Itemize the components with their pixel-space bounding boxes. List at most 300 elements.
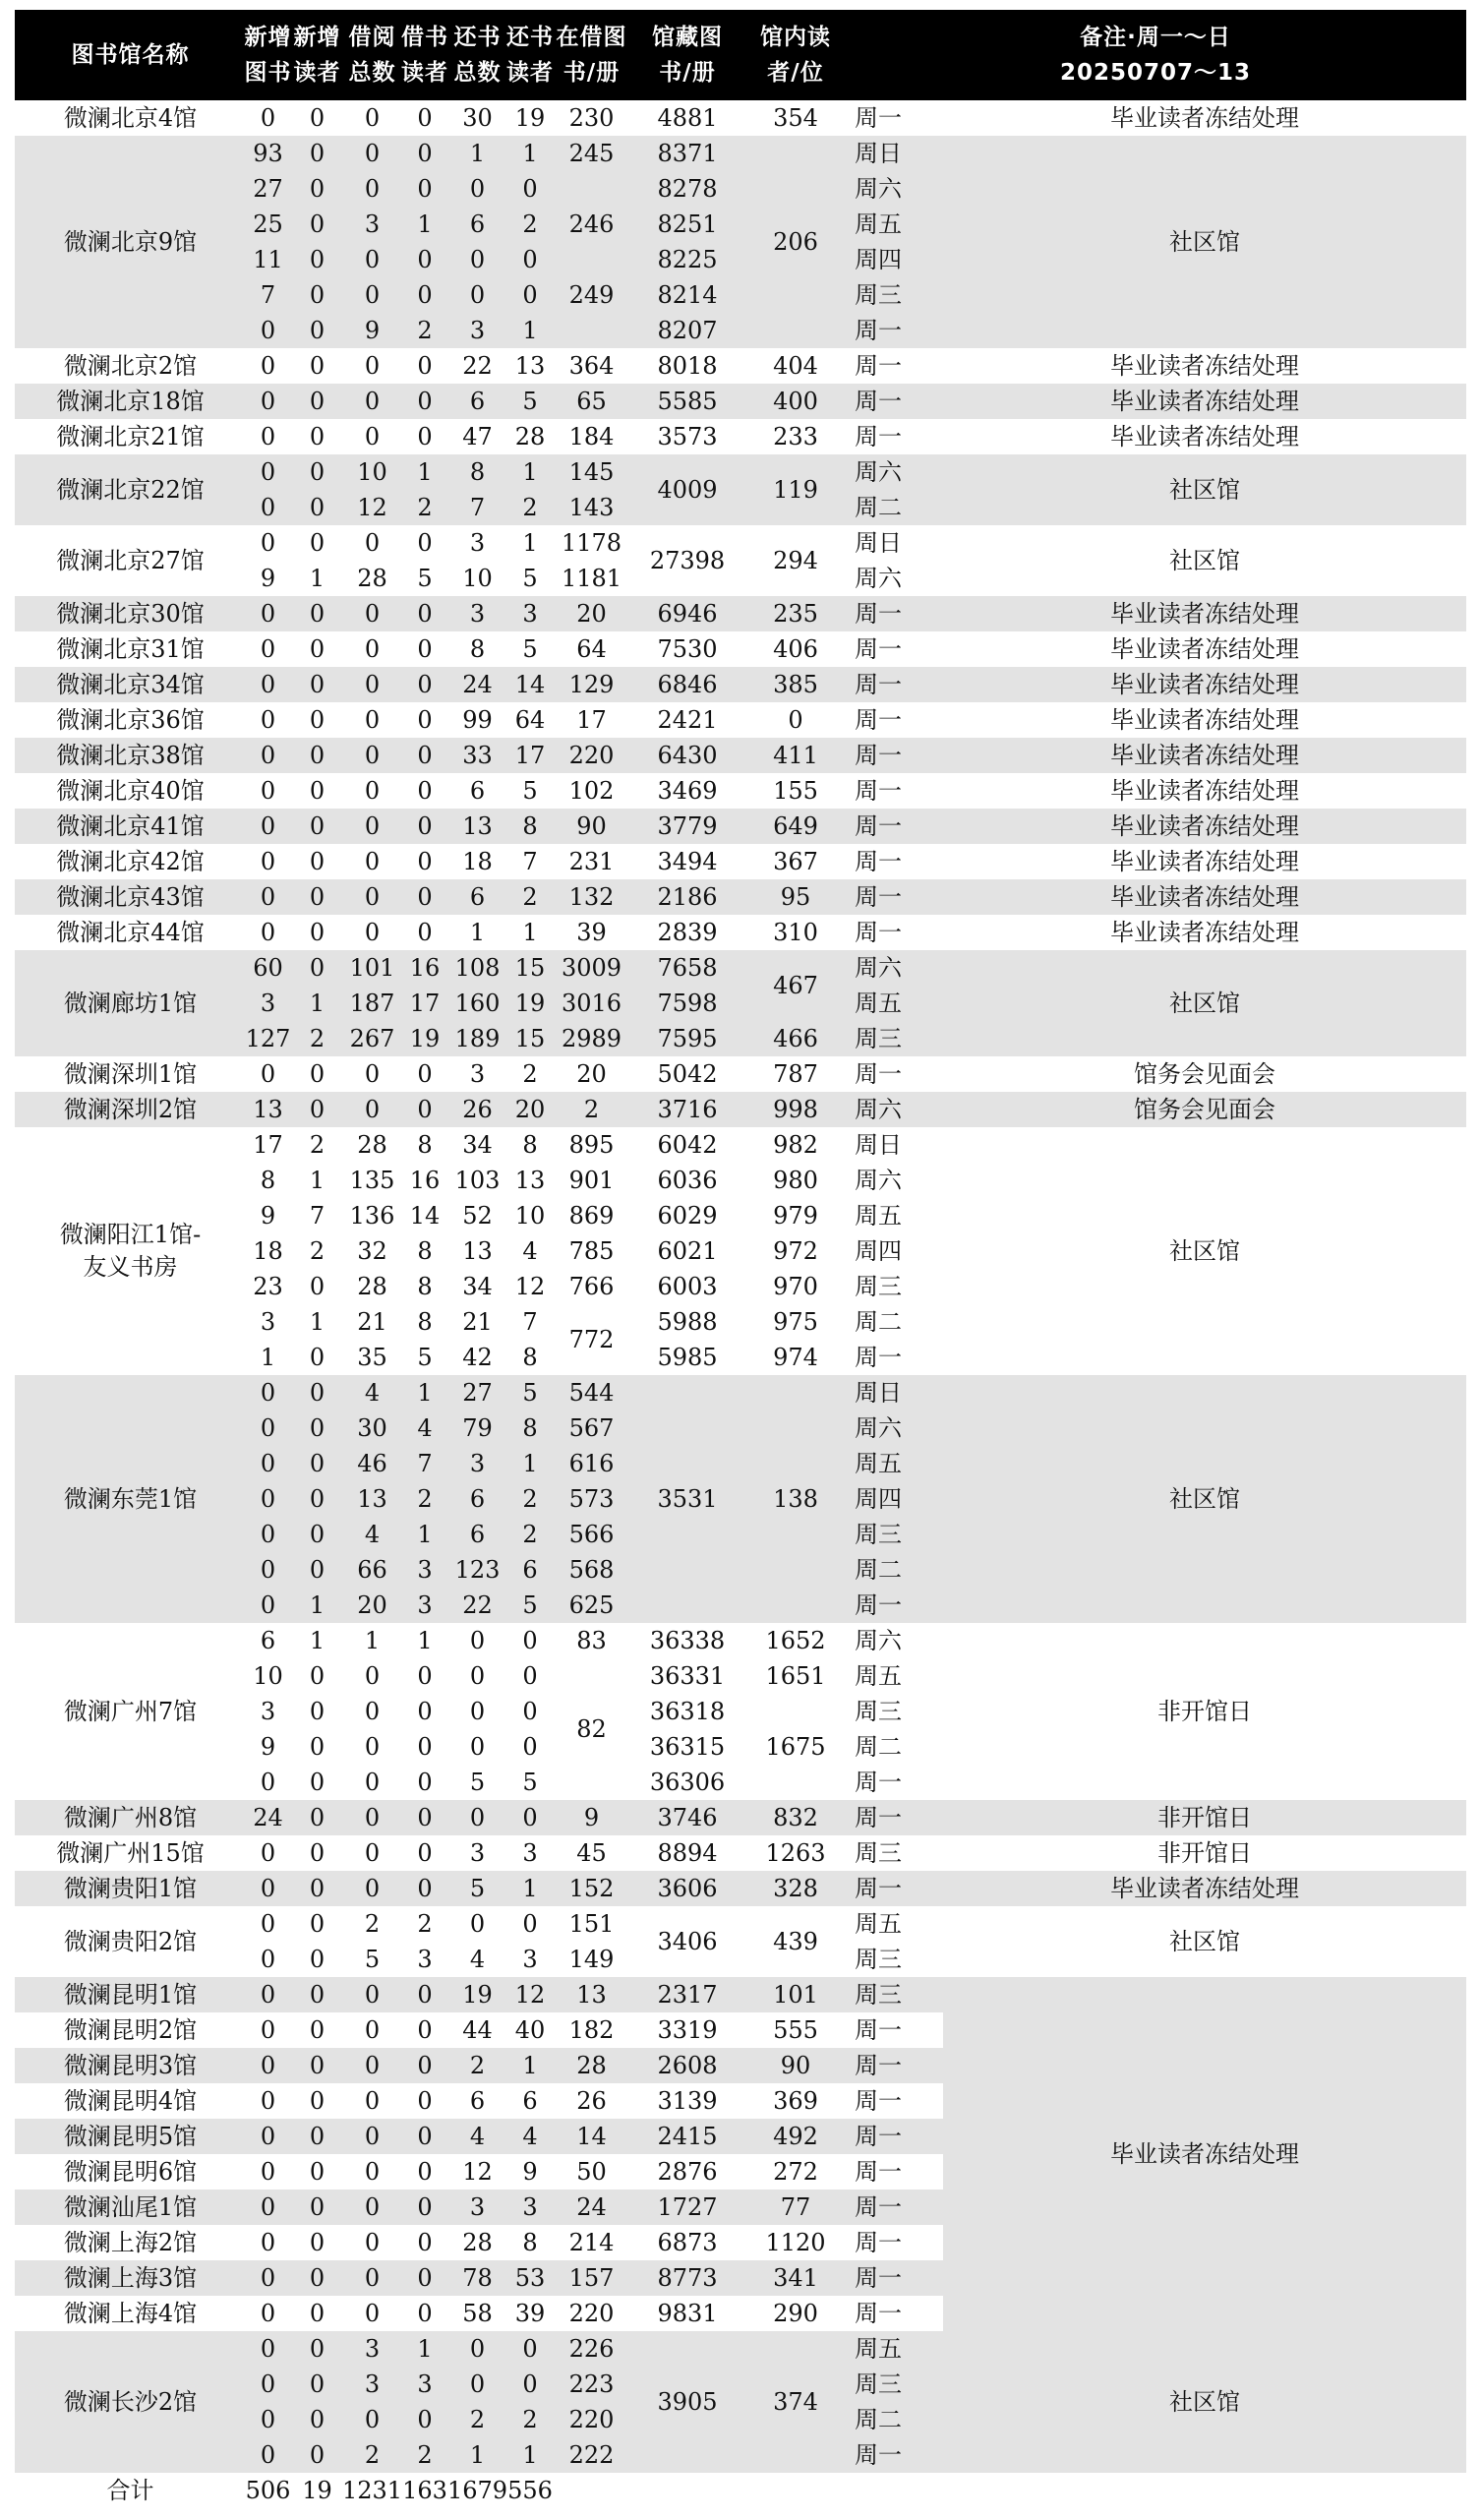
remark-cell: 非开馆日 [1157,1838,1252,1867]
data-cell: 3573 [657,422,718,450]
data-cell: 0 [260,1555,276,1584]
data-cell: 20 [357,1590,387,1619]
data-cell: 8 [260,1166,276,1194]
data-cell: 0 [522,1661,538,1690]
data-cell: 0 [309,422,326,450]
data-cell: 2 [583,1095,600,1123]
data-cell: 3 [522,599,538,628]
data-cell: 0 [309,1413,326,1442]
library-name [15,773,246,809]
library-name [15,384,246,419]
data-cell: 6430 [657,741,718,769]
data-cell: 3779 [657,811,718,840]
data-cell: 21 [462,1307,493,1336]
data-cell: 136 [349,1201,395,1230]
remark-cell: 非开馆日 [1157,1697,1252,1725]
data-cell: 0 [260,528,276,557]
data-cell: 1727 [657,2192,718,2221]
data-cell: 1651 [765,1661,826,1690]
remark-cell: 馆务会见面会 [1134,1095,1275,1123]
data-cell: 3 [469,316,486,344]
library-name-part: 微澜北京2馆 [63,351,198,380]
data-cell: 6 [260,1626,276,1654]
data-cell: 3 [260,1307,276,1336]
data-cell: 18 [253,1236,283,1265]
data-cell: 649 [773,811,818,840]
data-cell: 0 [260,2405,276,2433]
data-cell: 1 [309,1626,326,1654]
data-cell: 30 [357,1413,387,1442]
data-cell: 0 [260,2051,276,2079]
data-cell: 0 [260,1378,276,1407]
data-cell: 2 [309,1130,326,1159]
data-cell: 0 [417,245,433,273]
weekday-cell: 周一 [855,776,902,805]
data-cell: 0 [417,2157,433,2186]
data-cell: 7 [522,847,538,875]
library-name: 微澜上海4馆 [63,2299,198,2327]
data-cell: 0 [364,528,381,557]
total-cell: 19 [302,2476,332,2504]
data-cell: 45 [576,1838,607,1867]
header-col-line2: 者/位 [767,60,824,86]
data-cell: 0 [309,1555,326,1584]
weekday-cell: 周一 [855,1590,902,1619]
data-cell: 90 [576,811,607,840]
library-name [15,1906,246,1977]
weekday-cell: 周三 [855,2370,902,2398]
header-col-6 [505,10,555,100]
merged-cell: 294 [773,546,818,574]
weekday-cell: 周六 [855,174,902,203]
data-cell: 0 [364,2015,381,2044]
data-cell: 3 [364,2370,381,2398]
data-cell: 65 [576,387,607,415]
data-cell: 2 [417,1909,433,1938]
data-cell: 0 [364,103,381,132]
data-cell: 13 [514,351,546,380]
data-cell: 787 [773,1059,818,1088]
data-cell: 0 [309,1449,326,1477]
data-cell: 625 [568,1590,615,1619]
data-cell: 3 [417,1590,433,1619]
data-cell: 2 [309,1236,326,1265]
data-cell: 0 [364,280,381,309]
data-cell: 95 [780,882,811,911]
data-cell: 0 [309,174,326,203]
data-cell: 21 [357,1307,387,1336]
data-cell: 245 [568,139,615,167]
data-cell: 249 [568,280,615,309]
data-cell: 0 [469,174,486,203]
data-cell: 8 [469,634,486,663]
data-cell: 411 [773,741,818,769]
library-name: 微澜昆明3馆 [63,2051,198,2079]
data-cell: 53 [514,2263,546,2292]
data-cell: 3 [469,1449,486,1477]
library-name-part: 微澜北京30馆 [56,599,205,628]
data-cell: 1 [309,564,326,592]
data-cell: 0 [309,2051,326,2079]
remark-cell: 社区馆 [1169,1927,1240,1955]
remark-cell: 毕业读者冻结处理 [1110,599,1299,628]
data-cell: 7 [469,493,486,521]
data-cell: 78 [462,2263,493,2292]
data-cell: 24 [253,1803,283,1831]
data-cell: 567 [568,1413,615,1442]
library-name-part: 友义书房 [83,1253,178,1281]
library-name-part: 微澜廊坊1馆 [63,989,198,1017]
remark-cell: 社区馆 [1169,989,1240,1017]
data-cell: 189 [454,1024,501,1052]
data-cell: 0 [522,280,538,309]
data-cell: 0 [417,882,433,911]
data-cell: 970 [773,1272,818,1300]
data-cell: 766 [568,1272,615,1300]
data-cell: 5 [417,1343,433,1371]
weekday-cell: 周一 [855,670,902,698]
data-cell: 0 [309,280,326,309]
data-cell: 0 [309,316,326,344]
library-name [15,702,246,738]
data-cell: 0 [309,1697,326,1725]
library-name [15,419,246,454]
data-cell: 5 [522,564,538,592]
data-cell: 901 [568,1166,615,1194]
header-remark [845,10,1466,100]
data-cell: 0 [364,811,381,840]
data-cell: 2989 [561,1024,622,1052]
library-name [15,631,246,667]
remark-cell: 社区馆 [1169,546,1240,574]
data-cell: 0 [309,1520,326,1548]
data-cell: 0 [417,2405,433,2433]
data-cell: 5 [417,564,433,592]
library-name: 微澜上海3馆 [63,2263,198,2292]
weekday-cell: 周一 [855,2192,902,2221]
data-cell: 151 [568,1909,615,1938]
data-cell: 0 [309,599,326,628]
data-cell: 0 [260,493,276,521]
header-remark-line2: 20250707～13 [1059,60,1252,86]
data-cell: 19 [514,989,546,1017]
weekday-cell: 周一 [855,103,902,132]
weekday-cell: 周二 [855,1732,902,1761]
data-cell: 5585 [657,387,718,415]
library-name [15,1127,246,1375]
data-cell: 9 [260,1201,276,1230]
data-cell: 9 [260,1732,276,1761]
data-cell: 0 [309,103,326,132]
header-col-2 [290,10,344,100]
library-name [15,950,246,1056]
header-col-line2: 读者 [506,60,554,86]
library-name [15,1056,246,1092]
data-cell: 101 [349,953,395,982]
weekday-cell: 周一 [855,316,902,344]
library-name-part: 微澜北京34馆 [56,670,205,698]
weekday-cell: 周一 [855,741,902,769]
data-cell: 0 [364,1768,381,1796]
data-cell: 975 [773,1307,818,1336]
header-col-line2: 读者 [401,60,448,86]
library-name-part: 微澜北京27馆 [56,546,205,574]
data-cell: 102 [568,776,615,805]
data-cell: 369 [773,2086,818,2115]
data-cell: 0 [309,953,326,982]
data-cell: 0 [260,2192,276,2221]
total-cell: 556 [507,2476,553,2504]
library-name-part: 微澜广州7馆 [63,1697,198,1725]
library-name [15,809,246,844]
library-name-part: 微澜北京31馆 [56,634,205,663]
data-cell: 7530 [657,634,718,663]
data-cell: 0 [417,1095,433,1123]
remark-cell: 非开馆日 [1157,1803,1252,1831]
data-cell: 5 [522,1378,538,1407]
data-cell: 8 [522,811,538,840]
remark-cell: 社区馆 [1169,227,1240,256]
data-cell: 7 [417,1449,433,1477]
header-library-name [15,10,246,100]
data-cell: 3 [469,2192,486,2221]
data-cell: 0 [260,1484,276,1513]
data-cell: 492 [773,2122,818,2150]
data-cell: 0 [309,634,326,663]
remark-cell: 毕业读者冻结处理 [1110,918,1299,946]
data-cell: 0 [364,174,381,203]
data-cell: 0 [309,2015,326,2044]
remark-cell: 毕业读者冻结处理 [1110,776,1299,805]
library-name-part: 微澜东莞1馆 [63,1484,198,1513]
data-cell: 8251 [657,210,718,238]
data-cell: 2317 [657,1980,718,2009]
remark-cell: 毕业读者冻结处理 [1110,1874,1299,1902]
data-cell: 34 [462,1130,493,1159]
data-cell: 0 [260,1980,276,2009]
data-cell: 0 [522,1803,538,1831]
data-cell: 6042 [657,1130,718,1159]
data-cell: 184 [568,422,615,450]
data-cell: 23 [253,1272,283,1300]
data-cell: 0 [788,705,803,734]
data-cell: 0 [417,2086,433,2115]
data-cell: 28 [576,2051,607,2079]
data-cell: 226 [568,2334,615,2363]
data-cell: 4 [522,2122,538,2150]
data-cell: 406 [773,634,818,663]
library-name: 微澜汕尾1馆 [63,2192,198,2221]
data-cell: 0 [260,422,276,450]
data-cell: 5 [469,1874,486,1902]
data-cell: 0 [309,1768,326,1796]
data-cell: 0 [309,776,326,805]
data-cell: 0 [364,387,381,415]
data-cell: 127 [245,1024,291,1052]
remark-cell: 毕业读者冻结处理 [1110,847,1299,875]
data-cell: 5 [522,1590,538,1619]
data-cell: 0 [260,634,276,663]
data-cell: 0 [417,2228,433,2256]
data-cell: 0 [522,2370,538,2398]
data-cell: 0 [309,1059,326,1088]
data-cell: 2 [522,2405,538,2433]
data-cell: 6873 [657,2228,718,2256]
data-cell: 93 [253,139,283,167]
data-cell: 8207 [657,316,718,344]
data-cell: 0 [364,1838,381,1867]
library-stats-table [15,10,1466,2510]
data-cell: 0 [364,2228,381,2256]
data-cell: 0 [364,2157,381,2186]
data-cell: 0 [364,2405,381,2433]
data-cell: 8 [469,457,486,486]
data-cell: 0 [260,2299,276,2327]
data-cell: 0 [417,280,433,309]
data-cell: 0 [260,103,276,132]
data-cell: 400 [773,387,818,415]
data-cell: 3716 [657,1095,718,1123]
remark-cell: 毕业读者冻结处理 [1110,103,1299,132]
library-name-part: 微澜北京40馆 [56,776,205,805]
data-cell: 19 [409,1024,441,1052]
library-name: 微澜昆明2馆 [63,2015,198,2044]
merged-cell: 772 [568,1325,615,1353]
data-cell: 0 [469,280,486,309]
data-cell: 0 [309,1661,326,1690]
data-cell: 24 [462,670,493,698]
data-cell: 0 [309,1732,326,1761]
data-cell: 0 [260,2334,276,2363]
header-col-line1: 借阅 [348,25,396,50]
data-cell: 0 [417,351,433,380]
library-name [15,1871,246,1906]
data-cell: 0 [417,1697,433,1725]
data-cell: 4 [364,1378,381,1407]
data-cell: 0 [260,2122,276,2150]
data-cell: 0 [309,139,326,167]
data-cell: 0 [364,1874,381,1902]
data-cell: 77 [780,2192,811,2221]
data-cell: 1 [469,139,486,167]
data-cell: 0 [309,2192,326,2221]
data-cell: 0 [260,599,276,628]
data-cell: 0 [364,882,381,911]
data-cell: 7598 [657,989,718,1017]
data-cell: 404 [773,351,818,380]
data-cell: 0 [417,2263,433,2292]
data-cell: 0 [469,1697,486,1725]
library-name-part: 微澜北京43馆 [56,882,205,911]
data-cell: 272 [773,2157,818,2186]
data-cell: 143 [568,493,615,521]
library-name [15,1835,246,1871]
data-cell: 223 [568,2370,615,2398]
library-name-part: 微澜广州8馆 [63,1803,198,1831]
data-cell: 10 [462,564,493,592]
weekday-cell: 周一 [855,882,902,911]
data-cell: 6 [522,1555,538,1584]
header-col-line1: 还书 [506,25,554,50]
data-cell: 290 [773,2299,818,2327]
data-cell: 972 [773,1236,818,1265]
merged-cell: 4009 [657,475,718,504]
data-cell: 187 [349,989,395,1017]
data-cell: 0 [417,599,433,628]
data-cell: 385 [773,670,818,698]
data-cell: 19 [462,1980,493,2009]
data-cell: 0 [260,1945,276,1973]
data-cell: 0 [260,918,276,946]
data-cell: 3 [522,1838,538,1867]
weekday-cell: 周一 [855,2299,902,2327]
data-cell: 220 [568,741,615,769]
data-cell: 79 [462,1413,493,1442]
data-cell: 0 [364,918,381,946]
data-cell: 12 [357,493,387,521]
header-col-5 [449,10,505,100]
data-cell: 1 [469,918,486,946]
data-cell: 18 [462,847,493,875]
data-cell: 0 [309,2405,326,2433]
data-cell: 0 [417,422,433,450]
data-cell: 4 [364,1520,381,1548]
weekday-cell: 周一 [855,1803,902,1831]
data-cell: 3139 [657,2086,718,2115]
data-cell: 3016 [561,989,622,1017]
data-cell: 0 [469,2370,486,2398]
data-cell: 0 [309,1095,326,1123]
data-cell: 0 [469,1732,486,1761]
merged-cell: 138 [773,1484,818,1513]
data-cell: 5042 [657,1059,718,1088]
data-cell: 6003 [657,1272,718,1300]
data-cell: 135 [349,1166,395,1194]
data-cell: 11 [253,245,283,273]
data-cell: 0 [260,847,276,875]
data-cell: 47 [462,422,493,450]
library-name [15,596,246,631]
data-cell: 8278 [657,174,718,203]
data-cell: 5985 [657,1343,718,1371]
data-cell: 0 [417,1980,433,2009]
data-cell: 231 [568,847,615,875]
weekday-cell: 周日 [855,139,902,167]
data-cell: 5 [364,1945,381,1973]
data-cell: 0 [364,1803,381,1831]
data-cell: 0 [417,174,433,203]
total-label: 合计 [106,2476,154,2504]
data-cell: 0 [309,1909,326,1938]
data-cell: 123 [454,1555,501,1584]
data-cell: 0 [522,174,538,203]
data-cell: 3009 [561,953,622,982]
header-col-line2: 书/册 [659,60,716,86]
header-col-1 [246,10,290,100]
data-cell: 2876 [657,2157,718,2186]
weekday-cell: 周三 [855,1024,902,1052]
data-cell: 0 [364,2192,381,2221]
data-cell: 2 [522,210,538,238]
data-cell: 0 [260,776,276,805]
remark-cell: 毕业读者冻结处理 [1110,705,1299,734]
data-cell: 8 [522,1343,538,1371]
data-cell: 6021 [657,1236,718,1265]
data-cell: 0 [417,811,433,840]
data-cell: 0 [417,1661,433,1690]
data-cell: 1 [309,989,326,1017]
data-cell: 32 [357,1236,387,1265]
